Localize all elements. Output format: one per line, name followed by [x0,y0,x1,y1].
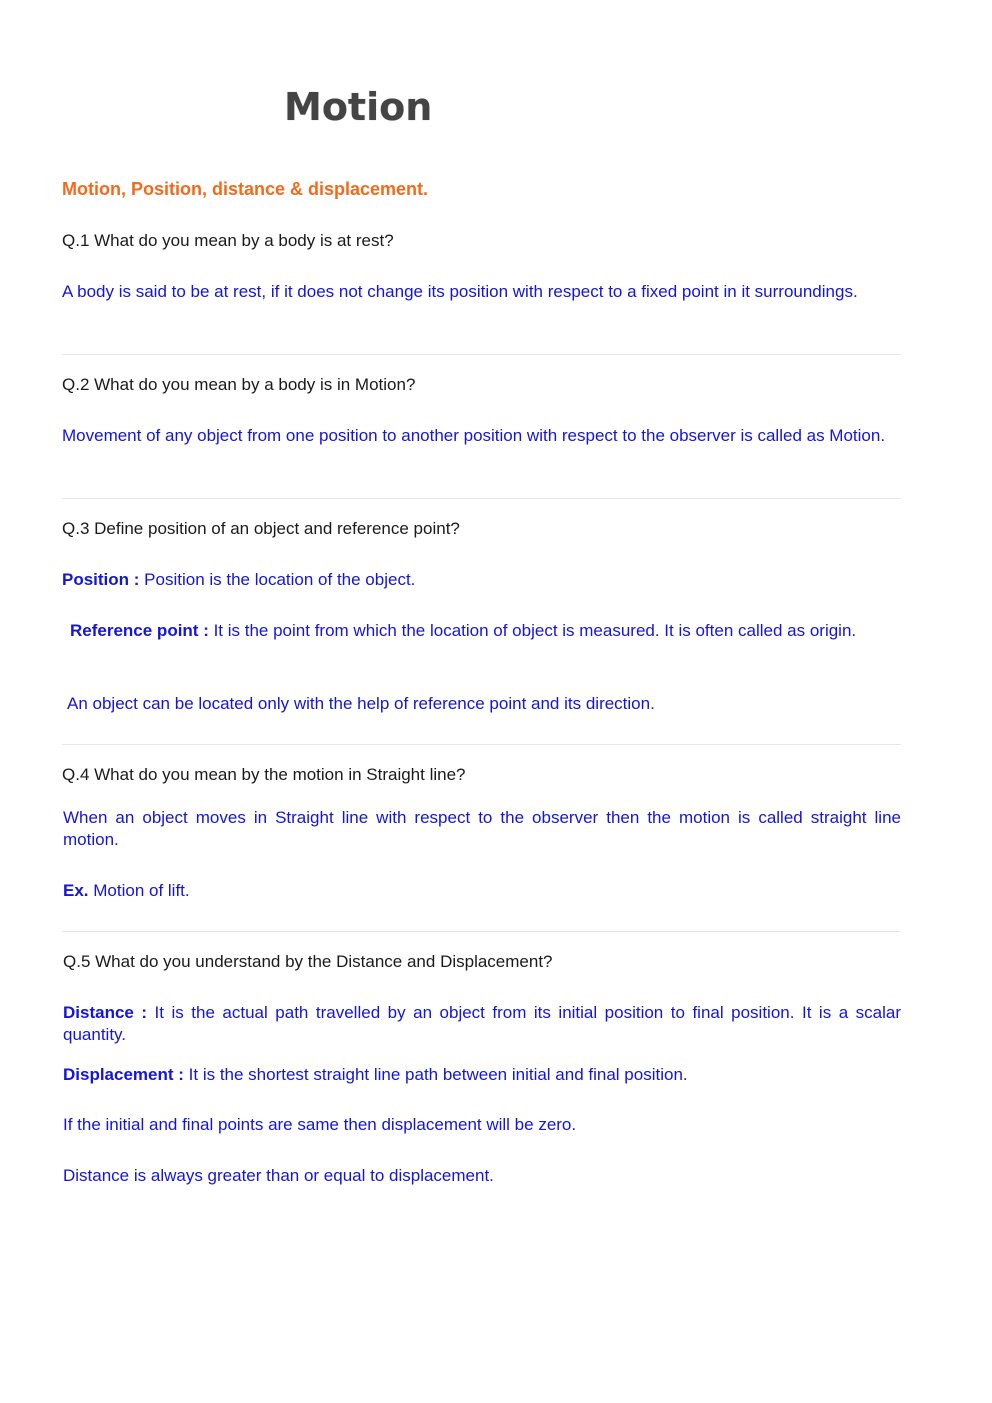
section-heading: Motion, Position, distance & displacement. [62,179,429,199]
question-3: Q.3 Define position of an object and reference point? [62,519,460,538]
answer-5-note-1: If the initial and final points are same then displacement will be zero. [63,1115,577,1134]
term-position: Position : [62,570,140,589]
answer-4: When an object moves in Straight line with respect to the observer then the motion is called straight line motion. [63,808,901,849]
question-4: Q.4 What do you mean by the motion in Straight line? [62,765,466,784]
definition-distance: It is the actual path travelled by an object from its initial position to final position. It is a scalar quantity. [63,1003,902,1044]
answer-1: A body is said to be at rest, if it does not change its position with respect to a fixed point in it surroundings. [62,282,858,301]
divider [62,498,901,499]
term-distance: Distance : [63,1003,148,1022]
definition-position: Position is the location of the object. [139,570,416,589]
term-example: Ex. [63,881,89,900]
answer-3-position [62,569,900,591]
answer-5-distance [63,1002,901,1046]
question-1: Q.1 What do you mean by a body is at rest? [62,231,394,250]
divider [62,931,901,932]
term-reference-point: Reference point : [70,621,209,640]
page-title: Motion [284,85,433,129]
answer-3-reference-point [62,620,900,642]
answer-3-note: An object can be located only with the help of reference point and its direction. [67,694,655,713]
answer-5-displacement [63,1064,901,1086]
definition-reference-point: It is the point from which the location of object is measured. It is often called as origin. [208,621,857,640]
term-displacement: Displacement : [63,1065,184,1084]
answer-2: Movement of any object from one position to another position with respect to the observer is called as Motion. [62,426,886,445]
divider [62,354,901,355]
definition-displacement: It is the shortest straight line path between initial and final position. [183,1065,688,1084]
example-text: Motion of lift. [88,881,190,900]
question-2: Q.2 What do you mean by a body is in Motion? [62,375,416,394]
answer-5-note-2: Distance is always greater than or equal to displacement. [63,1166,494,1185]
answer-4-example [63,880,901,902]
divider [62,744,901,745]
question-5: Q.5 What do you understand by the Distance and Displacement? [63,952,553,971]
